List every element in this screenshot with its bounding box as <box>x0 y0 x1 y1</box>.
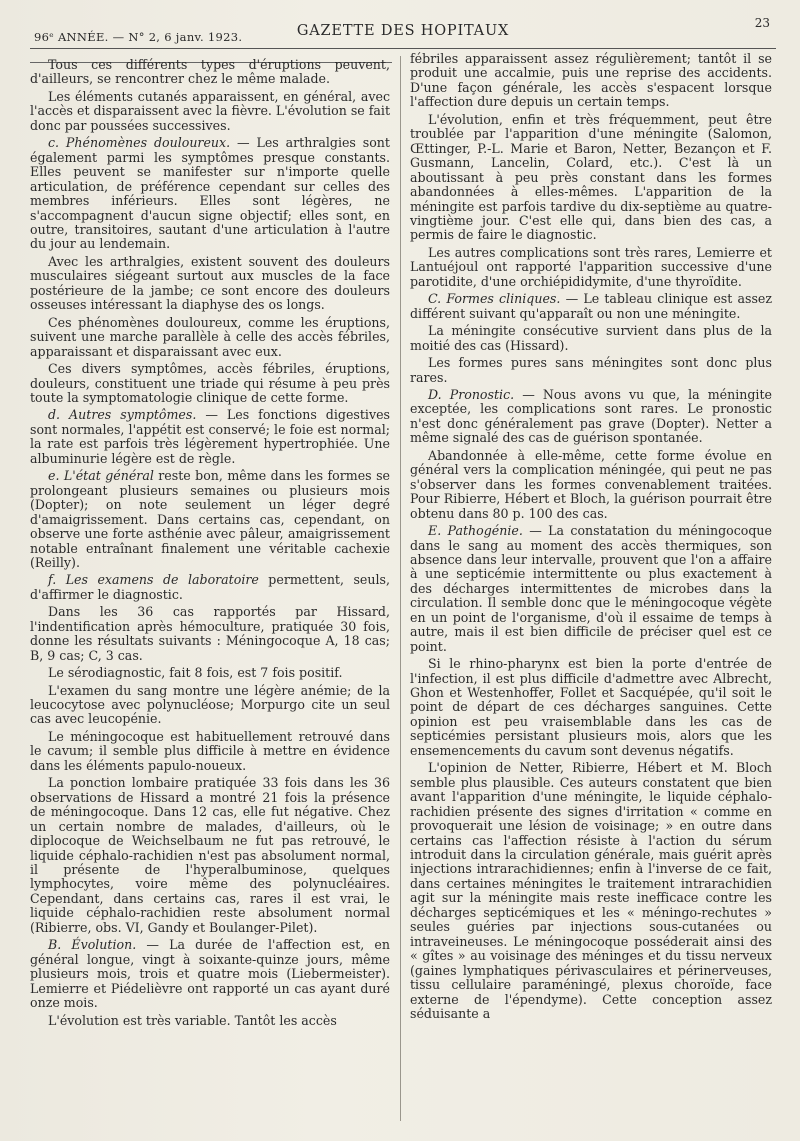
paragraph <box>410 449 772 521</box>
column-divider <box>400 56 401 1121</box>
left-column <box>30 58 390 1031</box>
paragraph <box>30 573 390 602</box>
paragraph-text: — Le tableau clinique est assez différent suivant qu'apparaît ou non une méningite. <box>410 291 772 321</box>
paragraph-text: — Les arthralgies sont également parmi les symptômes presque constants. Elles peuvent se manifester sur n'importe quelle articulation, de préférence cependant sur celles des membres inférieurs. Elles sont légères, ne s'accompagnent d'aucun signe objectif; elles sont, en outre, transitoires, sautant d'une articulation à l'autre du jour au lendemain. <box>30 135 390 252</box>
paragraph <box>410 292 772 321</box>
paragraph <box>410 113 772 243</box>
paragraph-text: L'opinion de Netter, Ribierre, Hébert et M. Bloch semble plus plausible. Ces auteurs constatent que bien avant l'apparition d'une méningite, le liquide céphalo-rachidien présente des signes d'irritation « comme en provoquerait une lésion de voisinage; » en outre dans certains cas l'affection résiste à l'action du sérum introduit dans la circulation générale, mais guérit après injections intrarachidiennes; enfin à l'inverse de ce fait, dans certaines méningites le traitement intrarachidien agit sur la méningite mais reste inefficace contre les décharges septicémiques et les « méningo-rechutes » seules guéries par injections sous-cutanées ou intraveineuses. Le méningocoque posséderait ainsi des « gîtes » au voisinage des méninges et du tissu nerveux (gaines lymphatiques périvasculaires et périnerveuses, tissu cellulaire paraméningé, plexus choroïde, face externe de l'épendyme). Cette conception assez séduisante a <box>410 760 772 1021</box>
paragraph-text: La ponction lombaire pratiquée 33 fois dans les 36 observations de Hissard a montré 21 fois la présence de méningocoque. Dans 12 cas, elle fut négative. Chez un certain nombre de malades, d'ailleurs, où le diplocoque de Weichselbaum ne fut pas retrouvé, le liquide céphalo-rachidien n'est pas absolument normal, il présente de l'hyperalbuminose, quelques lymphocytes, voire même des polynucléaires. Cependant, dans certains cas, rares il est vrai, le liquide céphalo-rachidien reste absolument normal (Ribierre, obs. VI, Gandy et Boulanger-Pilet). <box>30 775 390 935</box>
right-column <box>410 52 772 1024</box>
paragraph <box>410 657 772 758</box>
paragraph <box>30 469 390 570</box>
paragraph <box>30 255 390 313</box>
paragraph <box>410 356 772 385</box>
paragraph-text: Le sérodiagnostic, fait 8 fois, est 7 fois positif. <box>48 665 343 681</box>
paragraph <box>410 52 772 110</box>
paragraph-text: Ces phénomènes douloureux, comme les éruptions, suivent une marche parallèle à celle des accès fébriles, apparaissant et disparaissant avec eux. <box>30 314 390 359</box>
paragraph <box>30 408 390 466</box>
page-number: 23 <box>754 16 770 30</box>
issue-info: 96ᵉ ANNÉE. — N° 2, 6 janv. 1923. <box>34 30 243 44</box>
paragraph <box>410 761 772 1021</box>
paragraph-text: fébriles apparaissent assez régulièrement; tantôt il se produit une accalmie, puis une reprise des accidents. D'une façon générale, les accès s'espacent lorsque l'affection dure depuis un certain temps. <box>410 51 772 110</box>
section-label: C. Formes cliniques. <box>428 291 561 307</box>
paragraph-text: Avec les arthralgies, existent souvent des douleurs musculaires siégeant surtout aux muscles de la face postérieure de la jambe; ce sont encore des douleurs osseuses intéressant la diaphyse des os longs. <box>30 253 390 313</box>
paragraph <box>30 684 390 727</box>
paragraph <box>30 938 390 1010</box>
paragraph <box>30 730 390 773</box>
paragraph <box>30 136 390 252</box>
paragraph-text: L'examen du sang montre une légère anémie; de la leucocytose avec polynucléose; Morpurgo cite un seul cas avec leucopénie. <box>30 682 390 727</box>
paragraph-text: Les formes pures sans méningites sont donc plus rares. <box>410 355 772 385</box>
section-label: c. Phénomènes douloureux. <box>48 135 231 151</box>
paragraph <box>30 776 390 935</box>
paragraph <box>30 90 390 133</box>
section-label: d. Autres symptômes. <box>48 407 197 423</box>
paragraph-text: Si le rhino-pharynx est bien la porte d'entrée de l'infection, il est plus difficile d'admettre avec Albrecht, Ghon et Westenhoffer, Follet et Sacquépée, qu'il soit le point de départ de ces décharges sanguines. Cette opinion est peu vraisemblable dans les cas de septicémies persistant plusieurs mois, alors que les ensemencements du cavum sont devenus négatifs. <box>410 656 772 758</box>
paragraph <box>30 1014 390 1028</box>
paragraph <box>30 362 390 405</box>
paragraph-text: Abandonnée à elle-même, cette forme évolue en général vers la complication méningée, qui peut ne pas s'observer dans les formes convenablement traitées. Pour Ribierre, Hébert et Bloch, la guérison pourrait être obtenu dans 80 p. 100 des cas. <box>410 447 772 521</box>
paragraph-text: Tous ces différents types d'éruptions peuvent, d'ailleurs, se rencontrer chez le même malade. <box>30 57 390 87</box>
paragraph-text: Les éléments cutanés apparaissent, en général, avec l'accès et disparaissent avec la fièvre. L'évolution se fait donc par poussées successives. <box>30 88 390 133</box>
paragraph-text: Dans les 36 cas rapportés par Hissard, l'indentification après hémoculture, pratiquée 30 fois, donne les résultats suivants : Méningocoque A, 18 cas; B, 9 cas; C, 3 cas. <box>30 604 390 663</box>
section-label: f. Les examens de laboratoire <box>48 572 259 588</box>
paragraph <box>410 246 772 289</box>
paragraph-text: — Les fonctions digestives sont normales, l'appétit est conservé; le foie est normal; la rate est parfois très légèrement hypertrophiée. Une albuminurie légère est de règle. <box>30 407 390 466</box>
paragraph <box>30 58 390 87</box>
paragraph <box>30 605 390 663</box>
paragraph-text: permettent, seuls, d'affirmer le diagnostic. <box>30 572 390 602</box>
paragraph-text: Ces divers symptômes, accès fébriles, éruptions, douleurs, constituent une triade qui résume à peu près toute la symptomatologie clinique de cette forme. <box>30 361 390 405</box>
paragraph <box>30 316 390 359</box>
section-label: D. Pronostic. <box>428 386 515 402</box>
paragraph <box>30 666 390 680</box>
paragraph-text: L'évolution, enfin et très fréquemment, peut être troublée par l'apparition d'une méningite (Salomon, Œttinger, P.-L. Marie et Baron, Netter, Bezançon et F. Gusmann, Lancelin, Colard, etc.). C'est là un aboutissant à peu près constant dans les formes abandonnées à elles-mêmes. L'apparition de la méningite est parfois tardive du dix-septième au quatre-vingtième jour. C'est elle qui, dans bien des cas, a permis de faire le diagnostic. <box>410 111 772 243</box>
paragraph <box>410 388 772 446</box>
paragraph-text: La méningite consécutive survient dans plus de la moitié des cas (Hissard). <box>410 323 772 353</box>
section-label: e. L'état général <box>48 468 154 484</box>
paragraph-text: reste bon, même dans les formes se prolongeant plusieurs semaines ou plusieurs mois (Dopter); on note seulement un léger degré d'amaigrissement. Dans certains cas, cependant, on observe une forte asthénie avec pâleur, amaigrissement notable entraînant finalement une véritable cachexie (Reilly). <box>30 468 390 570</box>
journal-title: GAZETTE DES HOPITAUX <box>296 23 510 39</box>
paragraph-text: — La constatation du méningocoque dans le sang au moment des accès thermiques, son absence dans leur intervalle, prouvent que l'on a affaire à une septicémie intermittente ou plus exactement à des décharges intermittentes de microbes dans la circulation. Il semble donc que le méningocoque végète en un point de l'organisme, d'où il essaime de temps à autre, mais il est bien difficile de préciser quel est ce point. <box>410 523 772 654</box>
paragraph-text: Les autres complications sont très rares, Lemierre et Lantuéjoul ont rapporté l'apparition successive d'une parotidite, d'une orchiépididymite, d'une thyroïdite. <box>410 244 772 289</box>
paragraph-text: — Nous avons vu que, la méningite exceptée, les complications sont rares. Le pronostic n'est donc généralement pas grave (Dopter). Netter a même signalé des cas de guérison spontanée. <box>410 386 772 446</box>
page-header <box>30 14 776 49</box>
paragraph-text: — La durée de l'affection est, en général longue, vingt à soixante-quinze jours, même plusieurs mois, trois et quatre mois (Liebermeister). Lemierre et Piédelièvre ont rapporté un cas ayant duré onze mois. <box>30 937 390 1011</box>
section-label: E. Pathogénie. <box>428 523 523 539</box>
section-label: B. Évolution. <box>48 937 137 953</box>
paragraph <box>410 324 772 353</box>
paragraph-text: Le méningocoque est habituellement retrouvé dans le cavum; il semble plus difficile à mettre en évidence dans les éléments papulo-noueux. <box>30 728 390 773</box>
paragraph-text: L'évolution est très variable. Tantôt les accès <box>48 1012 337 1028</box>
paragraph <box>410 524 772 654</box>
